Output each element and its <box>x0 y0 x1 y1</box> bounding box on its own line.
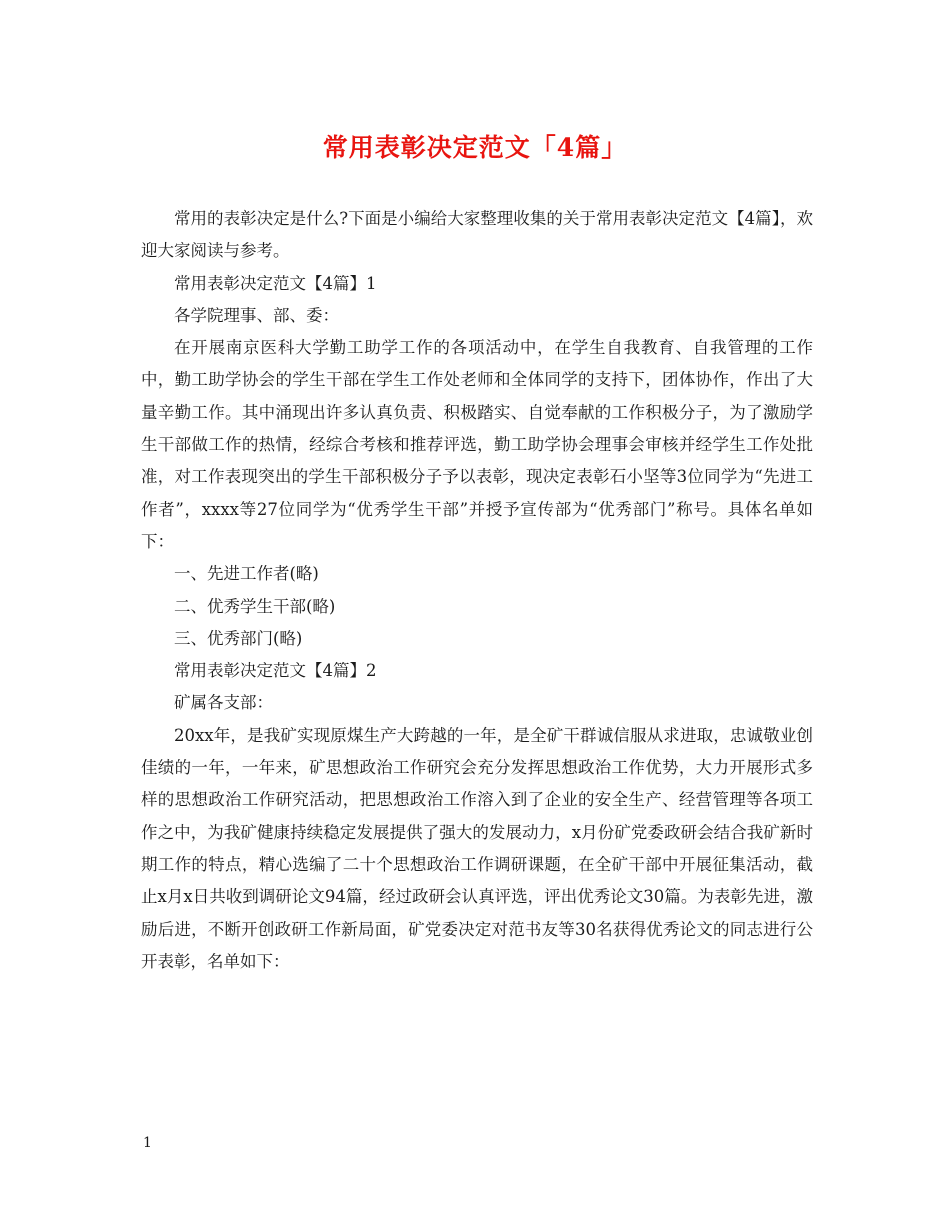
list-item-3: 三、优秀部门(略) <box>174 628 303 648</box>
list-item-1: 一、先进工作者(略) <box>174 564 319 584</box>
body-paragraph-1: 在开展南京医科大学勤工助学工作的各项活动中，在学生自我教育、自我管理的工作中，勤工助学协会的学生干部在学生工作处老师和全体同学的支持下，团体协作，作出了大量辛勤工作。其中涌现出许多认真负责、积极踏实、自觉奉献的工作积极分子，为了激励学生干部做工作的热情，经综合考核和推荐评选，勤工助学协会理事会审核并经学生工作处批准，对工作表现突出的学生干部积极分子予以表彰，现决定表彰石小坚等3位同学为“先进工作者”，xxxx等27位同学为“优秀学生干部”并授予宣传部为“优秀部门”称号。具体名单如下： <box>141 338 813 551</box>
salutation-2: 矿属各支部： <box>174 693 273 713</box>
salutation-1: 各学院理事、部、委： <box>174 305 339 325</box>
page-number: 1 <box>143 1135 152 1151</box>
document-body <box>141 203 813 978</box>
section-heading-1: 常用表彰决定范文【4篇】1 <box>174 273 377 293</box>
body-paragraph-2: 20xx年，是我矿实现原煤生产大跨越的一年，是全矿干群诚信服从求进取，忠诚敬业创佳绩的一年，一年来，矿思想政治工作研究会充分发挥思想政治工作优势，大力开展形式多样的思想政治工作研究活动，把思想政治工作溶入到了企业的安全生产、经营管理等各项工作之中，为我矿健康持续稳定发展提供了强大的发展动力，x月份矿党委政研会结合我矿新时期工作的特点，精心选编了二十个思想政治工作调研课题，在全矿干部中开展征集活动，截止x月x日共收到调研论文94篇，经过政研会认真评选，评出优秀论文30篇。为表彰先进，激励后进，不断开创政研工作新局面，矿党委决定对范书友等30名获得优秀论文的同志进行公开表彰，名单如下： <box>141 725 813 971</box>
document-title: 常用表彰决定范文「4篇」 <box>322 133 628 162</box>
intro-paragraph: 常用的表彰决定是什么?下面是小编给大家整理收集的关于常用表彰决定范文【4篇】，欢迎大家阅读与参考。 <box>141 209 813 261</box>
list-item-2: 二、优秀学生干部(略) <box>174 596 336 616</box>
section-heading-2: 常用表彰决定范文【4篇】2 <box>174 661 377 681</box>
